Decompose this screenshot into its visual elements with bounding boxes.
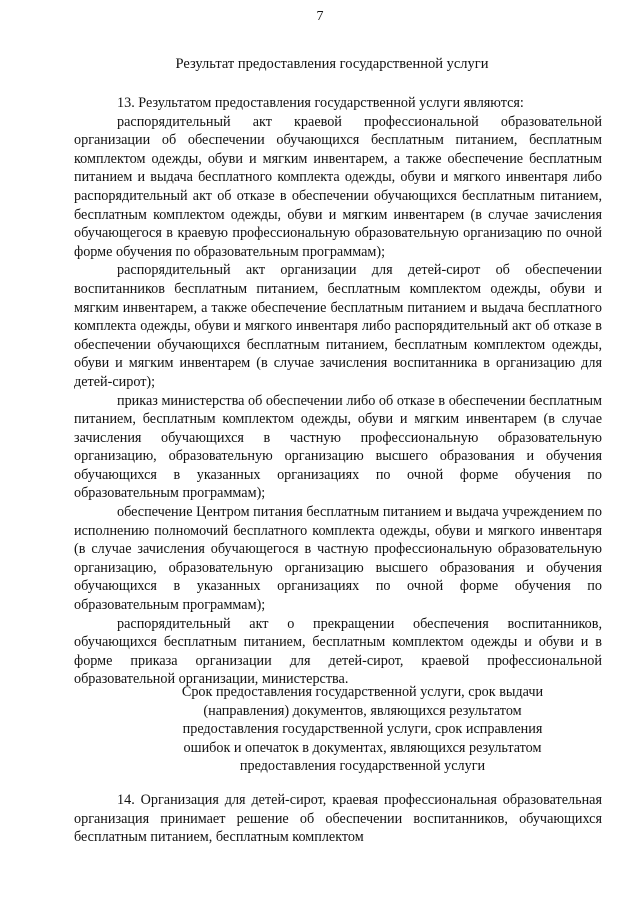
paragraph-13-intro: 13. Результатом предоставления государственной услуги являются: — [117, 95, 524, 111]
section-heading-deadline — [150, 683, 575, 776]
paragraph-result-item-4: обеспечение Центром питания бесплатным питанием и выдача учреждением по исполнению полномочий бесплатного комплекта одежды, обуви и мягкого инвентаря (в случае зачисления обучающегося в частную профессиональную образовательную организацию, образовательную организацию высшего образования и обучения обучающихся в указанных организациях по очной форме обучения по образовательным программам); — [74, 504, 602, 614]
heading-line: Срок предоставления государственной услуги, срок выдачи — [181, 684, 544, 700]
paragraph-result-item-2: распорядительный акт организации для детей-сирот об обеспечении воспитанников бесплатным питанием, бесплатным комплектом одежды, обуви и мягким инвентарем, а также обеспечение бесплатным питанием и выдача бесплатного комплекта одежды, обуви и мягкого инвентаря либо распорядительный акт об отказе в обеспечении обучающихся бесплатным питанием, бесплатным комплектом одежды, обуви и мягким инвентарем (в случае зачисления воспитанника в организацию для детей-сирот); — [74, 262, 602, 390]
paragraph-result-item-1: распорядительный акт краевой профессиональной образовательной организации об обеспечении обучающихся бесплатным питанием, бесплатным комплектом одежды, обуви и мягким инвентарем, а также обеспечение бесплатным питанием и выдача бесплатного комплекта одежды, обуви и мягкого инвентаря либо распорядительный акт об отказе в обеспечении обучающихся бесплатным питанием, бесплатным комплектом одежды, обуви и мягким инвентарем (в случае зачисления обучающегося в краевую профессиональную образовательную организацию по очной форме обучения по образовательным программам); — [74, 113, 602, 260]
heading-line: (направления) документов, являющихся результатом — [203, 702, 522, 719]
page-number: 7 — [316, 9, 324, 24]
section-body-result — [74, 94, 602, 689]
paragraph-result-item-5: распорядительный акт о прекращении обеспечения воспитанников, обучающихся бесплатным питанием, бесплатным комплектом одежды и обуви и в форме приказа организации для детей-сирот, краевой профессиональной образовательной организации, министерства. — [74, 615, 602, 688]
section-heading-result: Результат предоставления государственной услуги — [175, 56, 489, 72]
heading-line: предоставления государственной услуги — [239, 758, 486, 775]
paragraph-14: 14. Организация для детей-сирот, краевая профессиональная образовательная организация принимает решение об обеспечении воспитанников, обучающихся бесплатным питанием, бесплатным комплектом — [74, 792, 602, 846]
heading-line: ошибок и опечаток в документах, являющихся результатом — [183, 739, 542, 756]
paragraph-result-item-3: приказ министерства об обеспечении либо об отказе в обеспечении бесплатным питанием, бесплатным комплектом одежды, обуви и мягким инвентарем (в случае зачисления обучающихся в частную профессиональную образовательную организацию, образовательную организацию высшего образования и обучения обучающихся в указанных организациях по очной форме обучения по образовательным программам); — [74, 392, 602, 502]
heading-line: предоставления государственной услуги, срок исправления — [182, 721, 543, 738]
section-body-deadline — [74, 791, 602, 847]
